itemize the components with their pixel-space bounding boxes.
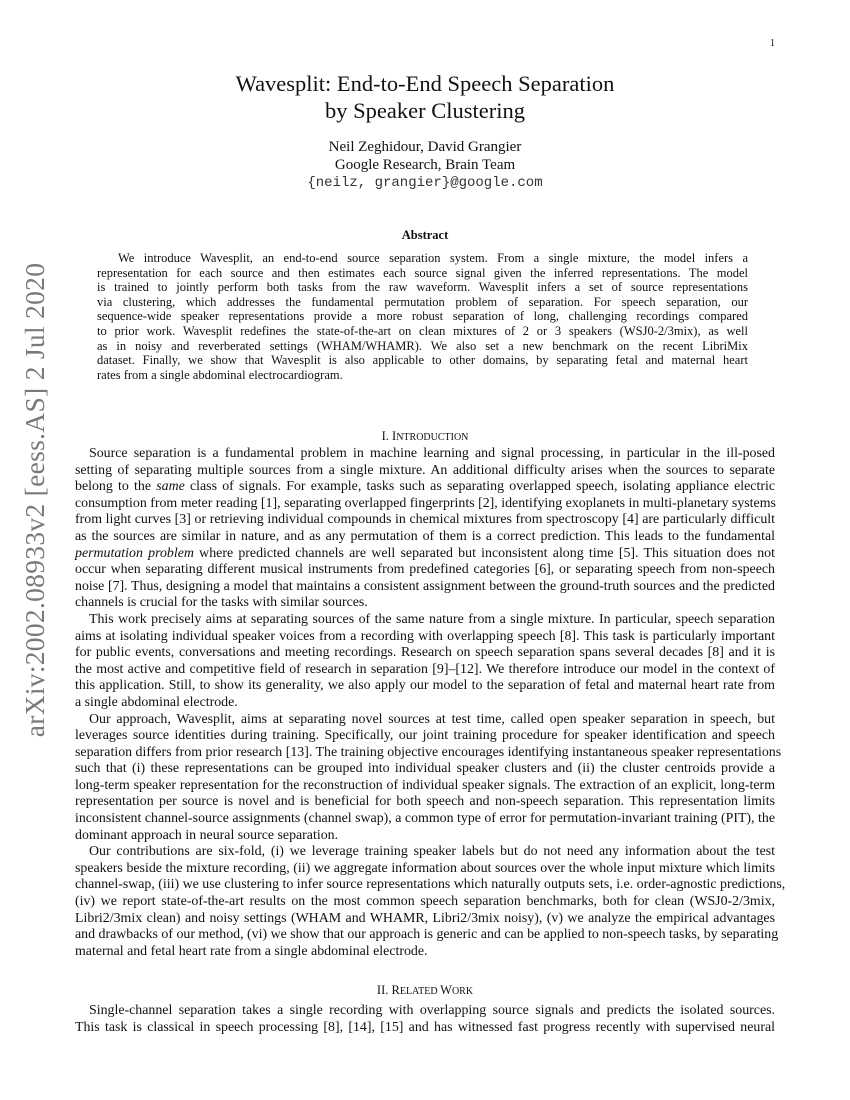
text-line: sequence-wide speaker representations provide a more robust separation of long, challenging recordings compared [97,309,748,324]
text-line: from light curves [3] or retrieving individual compounds in chemical mixtures from spectroscopy [4] are particularly difficult [75,512,775,528]
text-line: the most active and competitive field of research in separation [9]–[12]. We therefore introduce our model in the context of [75,661,775,677]
text-line: this application. Still, to show its generality, we also apply our model to the separation of fetal and maternal heart rate from [75,678,775,694]
text-line: Our approach, Wavesplit, aims at separating novel sources at test time, called open speaker separation in speech, but [89,711,775,727]
paragraph [75,844,786,960]
text-line: noise [7]. Thus, designing a model that maintains a consistent assignment between the ground-truth sources and the predicted [75,578,775,594]
text-line: occur when separating different musical instruments from predefined categories [6], or separating speech from non-speech [75,562,775,578]
section-number: I. [381,429,389,443]
text-line: aims at isolating individual speaker voices from a recording with overlapping speech [8]. This task is particularly important [75,628,775,644]
text-line: inconsistent channel-source assignments (channel swap), a common type of error for permutation-invariant training (PIT), the [75,811,775,827]
text-line: consumption from meter reading [1], separating overlapped fingerprints [2], identifying exoplanets in multi-planetary systems [75,495,776,511]
introduction-body [75,446,786,960]
text-line: and drawbacks of our method, (vi) we show that our approach is generic and can be applied to non-speech tasks, by separating [75,927,779,943]
emphasis-text: same [156,479,185,495]
text-line: This work precisely aims at separating sources of the same nature from a single mixture. In particular, speech separation [89,611,775,627]
text-line: maternal and fetal heart rate from a single abdominal electrode. [75,943,428,959]
section-heading-related-work [0,983,850,998]
text-line: separation differs from prior research [13]. The training objective encourages identifying instantaneous speaker representations [75,744,782,760]
text-line: representation per source is novel and is beneficial for both speech and non-speech separation. This representation limits [75,794,775,810]
section-title-initial: I [392,429,397,443]
section-title-rest: ORK [451,986,474,997]
abstract-body [97,251,748,382]
text-line: is trained to jointly perform both tasks from the raw waveform. Wavesplit infers a set of source representations [97,280,748,295]
text-line: dominant approach in neural source separation. [75,827,339,843]
text-segment: class of signals. For example, tasks such as separating overlapped speech, isolating appliance electric [184,479,775,495]
text-line: via clustering, which addresses the fundamental permutation problem of separation. For speech separation, our [97,294,748,309]
text-segment: where predicted channels are well separated but inconsistent along time [5]. This situation does not [193,545,775,561]
text-line: Our contributions are six-fold, (i) we leverage training speaker labels but do not need any information about the test [89,844,775,860]
paragraph [75,612,775,712]
emphasis-text: permutation problem [75,545,194,561]
text-line: to prior work. Wavesplit redefines the state-of-the-art on clean mixtures of 2 or 3 speakers (WSJ0-2/3mix), as well [97,323,748,338]
section-title-initial: R [391,983,400,997]
text-line: a single abdominal electrode. [75,694,238,710]
abstract-heading: Abstract [401,228,449,242]
text-segment: belong to the [75,479,157,495]
text-line: channel-swap, (iii) we use clustering to infer source representations which naturally outputs sets, i.e. order-agnostic predictions, [75,877,786,893]
section-heading-introduction [0,429,850,444]
author-block [0,138,850,192]
section-title-initial: W [440,983,452,997]
text-line: setting of separating multiple sources from a single mixture. An additional difficulty arises when the sources to separate [75,462,775,478]
text-line [75,546,775,563]
authors: Neil Zeghidour, David Grangier [328,139,522,155]
text-line: This task is classical in speech processing [8], [14], [15] and has witnessed fast progress recently with supervised neural [75,1019,775,1035]
title-line: Wavesplit: End-to-End Speech Separation [235,71,615,96]
text-line: leverages source identities during training. Specifically, our joint training procedure for speaker identification and speech [75,728,775,744]
text-line: speakers beside the mixture recording, (ii) we aggregate information about sources over the whole input mixture which limits [75,860,775,876]
text-line: dataset. Finally, we show that Wavesplit is also applicable to other domains, by separating fetal and maternal heart [97,353,748,368]
text-line: (iv) we report state-of-the-art results on the most common speech separation benchmarks, both for clean (WSJ0-2/3mix, [75,894,775,910]
text-line: representation for each source and then estimates each source signal given the inferred representations. The model [97,265,748,280]
arxiv-stamp: arXiv:2002.08933v2 [eess.AS] 2 Jul 2020 [19,262,50,738]
text-line: as in noisy and reverberated settings (WHAM/WHAMR). We also set a new benchmark on the recent LibriMix [97,338,748,353]
email: {neilz, grangier}@google.com [307,175,543,191]
title-line: by Speaker Clustering [325,98,525,123]
text-line: as the sources are similar in nature, and as any permutation of them is a correct prediction. This leads to the fundamental [75,528,775,544]
text-line: Libri2/3mix clean) and noisy settings (WHAM and WHAMR, Libri2/3mix noisy), (v) we analyze the empirical advantages [75,910,775,926]
paragraph [75,711,782,845]
section-title-rest: NTRODUCTION [396,432,469,443]
text-line: channels is crucial for the tasks with similar sources. [75,595,368,611]
related-work-body [75,1003,775,1036]
text-line [75,479,775,496]
paragraph [75,1003,775,1036]
text-line: rates from a single abdominal electrocardiogram. [97,367,343,382]
section-title-rest: ELATED [399,986,441,997]
affiliation: Google Research, Brain Team [334,157,516,173]
page-number: 1 [770,38,775,49]
paragraph [75,446,775,612]
text-line: Single-channel separation takes a single recording with overlapping source signals and predicts the isolated sources. [89,1003,775,1018]
text-line: We introduce Wavesplit, an end-to-end source separation system. From a single mixture, the model infers a [118,251,748,265]
section-number: II. [376,983,389,997]
text-line: for public events, conversations and meeting recordings. Research on speech separation spans several decades [8] and it is [75,645,775,661]
text-line: such that (i) these representations can be grouped into individual speaker clusters and (ii) the cluster centroids provide a [75,761,775,777]
text-line: Source separation is a fundamental problem in machine learning and signal processing, in particular in the ill-posed [89,446,775,461]
paper-title [0,70,850,124]
text-line: long-term speaker representation for the reconstruction of individual speaker signals. The extraction of an explicit, long-term [75,777,775,793]
